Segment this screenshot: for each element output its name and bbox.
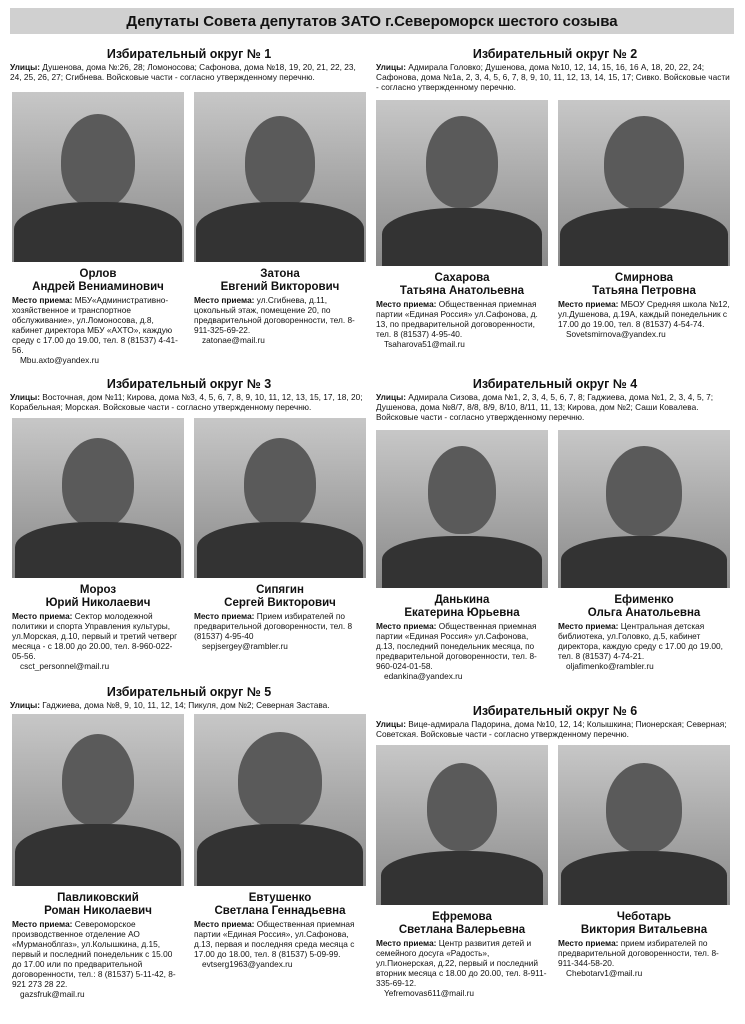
district-3 [10,377,368,412]
district-title: Избирательный округ № 1 [106,47,272,61]
deputy-email: sepjsergey@rambler.ru [202,641,288,651]
deputy-reception: Место приема: Североморское производственное отделение АО «Мурманоблгаз», ул.Колышкина, д.15, первый и последний понедельник с 15.00 до 17.00 или по предварительной договоренности, тел.: 8 (81537) 5-11-42, 8-921 273 28 22. [12,919,176,989]
deputy-surname: Ефименко [614,594,674,606]
deputy-given-name: Екатерина Юрьевна [404,607,520,619]
deputy-card [376,430,548,681]
deputy-card [12,714,184,999]
deputy-surname: Смирнова [614,272,674,284]
deputy-given-name: Роман Николаевич [44,905,152,917]
deputy-surname: Ефремова [432,911,492,923]
deputy-photo [558,100,730,266]
deputy-surname: Сипягин [256,584,304,596]
deputy-given-name: Татьяна Анатольевна [399,285,525,297]
deputy-email: Tsaharova51@mail.ru [384,339,465,349]
deputy-card [194,714,366,969]
deputy-photo [376,430,548,588]
deputy-surname: Мороз [79,584,117,596]
deputy-given-name: Сергей Викторович [224,597,336,609]
deputy-card [558,745,730,978]
page-title: Депутаты Совета депутатов ЗАТО г.Североморск шестого созыва [10,8,734,34]
district-5 [10,685,368,710]
deputy-reception: Место приема: ул.Сгибнева, д.11, цокольный этаж, помещение 20, по предварительной договоренности, тел. 8-911-325-69-22. [194,295,355,335]
deputy-photo [376,745,548,905]
deputy-given-name: Татьяна Петровна [592,285,696,297]
deputy-reception: Место приема: МБУ«Административно-хозяйственное и транспортное обслуживание», ул.Ломоносова, д.8, кабинет директора МБУ «АХТО», каждую среду с 17.00 до 19.00, тел. 8 (81537) 4-41-56. [12,295,178,355]
district-title: Избирательный округ № 6 [472,704,638,718]
deputy-photo [558,430,730,588]
deputy-email: oljafimenko@rambler.ru [566,661,654,671]
deputy-photo [194,714,366,886]
deputy-surname: Сахарова [434,272,490,284]
deputy-email: edankina@yandex.ru [384,671,463,681]
deputy-email: Mbu.axto@yandex.ru [20,355,99,365]
deputy-surname: Данькина [434,594,490,606]
deputy-photo [12,92,184,262]
district-streets: Улицы: Гаджиева, дома №8, 9, 10, 11, 12, 14; Пикуля, дом №2; Северная Застава. [10,700,330,710]
district-title: Избирательный округ № 2 [472,47,638,61]
deputy-email: csct_personnel@mail.ru [20,661,110,671]
deputy-surname: Чеботарь [616,911,672,923]
district-streets: Улицы: Душенова, дома №:26, 28; Ломоносова; Сафонова, дома №18, 19, 20, 21, 22, 23, 24, 25, 26, 27; Сгибнева. Войсковые части - согласно утвержденному перечню. [10,62,356,82]
district-streets: Улицы: Восточная, дом №11; Кирова, дома №3, 4, 5, 6, 7, 8, 9, 10, 11, 12, 13, 15, 17, 18, 20; Корабельная; Морская. Войсковые части - согласно утвержденному перечню. [10,392,363,412]
deputy-reception: Место приема: Общественная приемная партии «Единая Россия», ул.Сафонова, д.13, первая и последняя среда месяца с 17.00 до 18.00, тел. 8 (81537) 5-09-99. [194,919,355,959]
deputy-reception: Место приема: прием избирателей по предварительной договоренности, тел. 8-911-344-58-20. [558,938,719,968]
deputy-email: Sovetsmirnova@yandex.ru [566,329,666,339]
deputy-reception: Место приема: Центральная детская библиотека, ул.Головко, д.5, кабинет директора, каждую среду с 17.00 до 19.00, тел. 8 (81537) 4-74-21. [558,621,723,661]
deputy-email: zatonae@mail.ru [202,335,265,345]
district-title: Избирательный округ № 5 [106,685,272,699]
deputy-email: gazsfruk@mail.ru [20,989,85,999]
deputy-email: evtserg1963@yandex.ru [202,959,293,969]
deputy-surname: Евтушенко [248,892,312,904]
deputy-given-name: Юрий Николаевич [45,597,151,609]
deputy-photo [558,745,730,905]
district-2 [376,47,734,92]
deputy-photo [194,418,366,578]
deputy-given-name: Андрей Вениаминович [32,281,164,293]
deputy-reception: Место приема: МБОУ Средняя школа №12, ул.Душенова, д.19А, каждый понедельник с 17.00 до 19.00, тел. 8 (81537) 4-54-74. [558,299,730,329]
deputy-reception: Место приема: Сектор молодежной политики и спорта Управления культуры, ул.Морская, д.10, первый и третий четверг месяца - с 18.00 до 20.00, тел. 8-960-022-05-56. [12,611,178,661]
district-streets: Улицы: Вице-адмирала Падорина, дома №10, 12, 14; Колышкина; Пионерская; Северная; Советская. Войсковые части - согласно утвержденному перечню. [376,719,727,739]
district-title: Избирательный округ № 3 [106,377,272,391]
deputy-given-name: Виктория Витальевна [580,924,708,936]
deputy-card [376,100,548,349]
district-streets: Улицы: Адмирала Сизова, дома №1, 2, 3, 4, 5, 6, 7, 8; Гаджиева, дома №1, 2, 3, 4, 5, 7; Душенова, дома №8/7, 8/8, 8/9, 8/10, 8/11, 11, 13; Кирова, дом №2; Саши Ковалева. Войсковые части - согласно утвержденному перечню. [376,392,714,422]
district-6 [376,704,734,739]
deputy-given-name: Ольга Анатольевна [587,607,701,619]
deputy-photo [194,92,366,262]
deputy-given-name: Евгений Викторович [220,281,340,293]
deputy-card [558,430,730,671]
deputy-surname: Орлов [79,268,117,280]
deputy-card [194,418,366,651]
deputy-email: Yefremovas611@mail.ru [384,988,475,998]
deputy-card [376,745,548,998]
deputy-photo [376,100,548,266]
deputy-photo [12,418,184,578]
district-title: Избирательный округ № 4 [472,377,638,391]
deputy-reception: Место приема: Прием избирателей по предварительной договоренности, тел. 8 (81537) 4-95-40 [194,611,353,641]
district-4 [376,377,734,422]
deputy-given-name: Светлана Геннадьевна [214,905,346,917]
deputy-card [12,92,184,365]
deputy-card [12,418,184,671]
deputy-reception: Место приема: Общественная приемная партии «Единая Россия» ул.Сафонова, д.13, последний понедельник месяца, по предварительной договоренности, тел. 8-960-024-01-58. [376,621,537,671]
deputy-reception: Место приема: Центр развития детей и семейного досуга «Радость», ул.Пионерская, д.22, первый и последний вторник месяца с 18.00 до 20.00, тел. 8-911-335-69-12. [376,938,547,988]
deputy-reception: Место приема: Общественная приемная партии «Единая Россия» ул.Сафонова, д. 13, по предварительной договоренности, тел. 8 (81537) 4-95-40. [376,299,538,339]
district-1 [10,47,368,82]
deputy-surname: Павликовский [57,892,139,904]
deputy-email: Chebotarv1@mail.ru [566,968,643,978]
deputy-given-name: Светлана Валерьевна [398,924,526,936]
district-streets: Улицы: Адмирала Головко; Душенова, дома №10, 12, 14, 15, 16, 16 А, 18, 20, 22, 24; Сафонова, дома №1а, 2, 3, 4, 5, 6, 7, 8, 9, 10, 11, 12, 13, 14, 15, 17; Сивко. Войсковые части - согласно утвержденному перечню. [376,62,730,92]
deputy-card [558,100,730,339]
deputy-card [194,92,366,345]
deputy-surname: Затона [260,268,300,280]
deputy-photo [12,714,184,886]
